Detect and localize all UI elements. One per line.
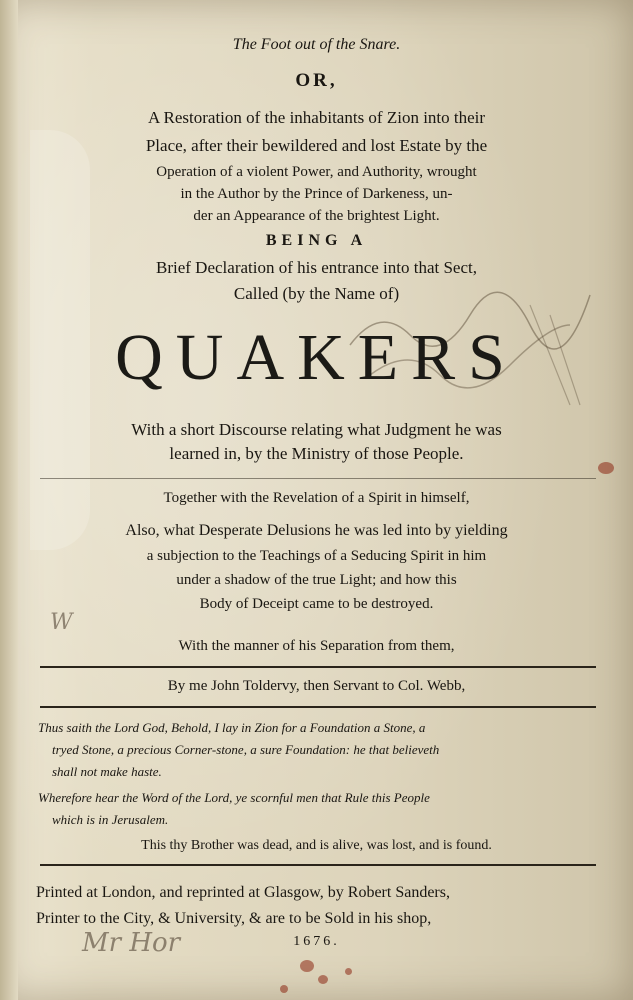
main-title-quakers: QUAKERS [115, 321, 518, 394]
brother-line: This thy Brother was dead, and is alive, was lost, and is found. [141, 838, 492, 853]
subtitle-line: Operation of a violent Power, and Authority, wrought [156, 164, 477, 180]
scripture-line: which is in Jerusalem. [52, 812, 169, 827]
stain-spot [300, 960, 314, 972]
stain-spot [280, 985, 288, 993]
scripture-line: tryed Stone, a precious Corner-stone, a sure Foundation: he that believeth [52, 742, 440, 757]
scripture-line: shall not make haste. [52, 764, 162, 779]
revelation-line: Together with the Revelation of a Spirit in himself, [163, 490, 470, 506]
also-line: Also, what Desperate Delusions he was led into by yielding [125, 522, 508, 539]
also-line: a subjection to the Teachings of a Seducing Spirit in him [146, 548, 487, 564]
scripture-line: Thus saith the Lord God, Behold, I lay in Zion for a Foundation a Stone, a [38, 720, 426, 735]
or-line: OR, [295, 70, 338, 91]
imprint-line: Printer to the City, & University, & are to be Sold in his shop, [36, 910, 432, 927]
also-line: under a shadow of the true Light; and how this [176, 572, 457, 588]
handwritten-mark: W [50, 610, 73, 635]
declaration-line: Called (by the Name of) [233, 284, 400, 303]
discourse-line: learned in, by the Ministry of those People. [169, 444, 464, 463]
imprint-year: 1676. [293, 934, 340, 949]
scripture-line: Wherefore hear the Word of the Lord, ye scornful men that Rule this People [38, 790, 430, 805]
divider-rule [40, 706, 596, 708]
handwritten-signature: Mr Hor [82, 928, 181, 958]
divider-rule [40, 864, 596, 866]
subtitle-line: in the Author by the Prince of Darkeness, un- [180, 186, 453, 202]
declaration-line: Brief Declaration of his entrance into that Sect, [156, 258, 477, 277]
author-line: By me John Toldervy, then Servant to Col. Webb, [167, 678, 466, 694]
stain-spot [318, 975, 328, 984]
divider-rule [40, 666, 596, 668]
divider-rule [40, 478, 596, 479]
also-line: Body of Deceipt came to be destroyed. [199, 596, 434, 612]
subtitle-line: Place, after their bewildered and lost Estate by the [145, 136, 488, 155]
imprint-line: Printed at London, and reprinted at Glasgow, by Robert Sanders, [36, 884, 450, 901]
separation-line: With the manner of his Separation from them, [178, 638, 455, 654]
subtitle-line: der an Appearance of the brightest Light. [193, 208, 440, 224]
subtitle-line: A Restoration of the inhabitants of Zion into their [147, 108, 486, 127]
discourse-line: With a short Discourse relating what Judgment he was [131, 420, 502, 439]
stain-spot [345, 968, 352, 975]
heading-line: The Foot out of the Snare. [232, 36, 401, 53]
being-a-line: BEING A [265, 232, 368, 249]
